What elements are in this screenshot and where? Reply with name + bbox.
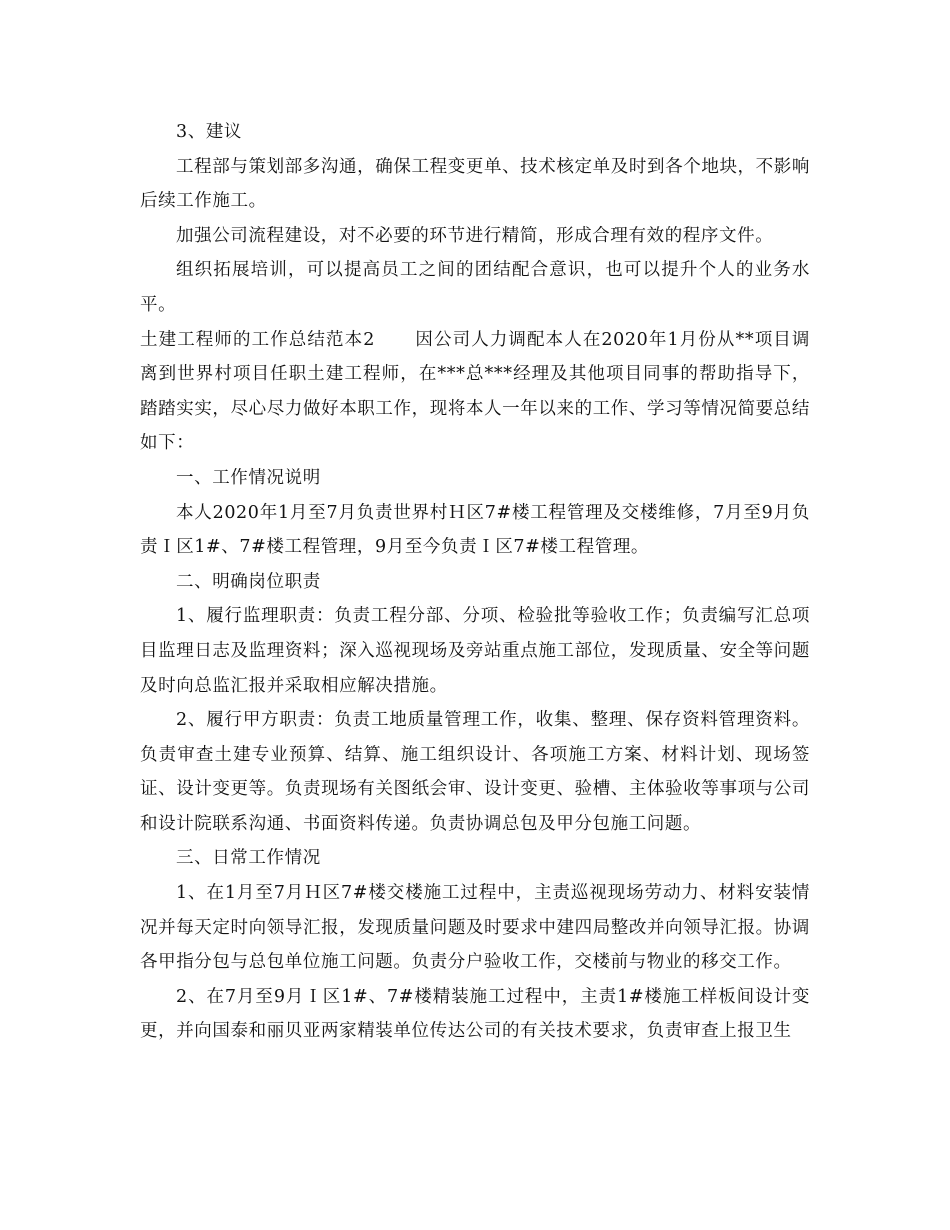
paragraph: 1、在1月至7月Ｈ区7#楼交楼施工过程中，主责巡视现场劳动力、材料安装情况并每天定时向领导汇报，发现质量问题及时要求中建四局整改并向领导汇报。协调各甲指分包与总包单位施工问题。负责分户验收工作，交楼前与物业的移交工作。 (140, 883, 810, 973)
paragraph-text: 因公司人力调配本人在2020年1月份从**项目调离到世界村项目任职土建工程师，在***总***经理及其他项目同事的帮助指导下，踏踏实实，尽心尽力做好本职工作，现将本人一年以来的工作、学习等情况简要总结如下： (140, 329, 810, 454)
paragraph: 3、建议 (176, 122, 243, 142)
section-heading: 一、工作情况说明 (176, 467, 321, 488)
paragraph: 工程部与策划部多沟通，确保工程变更单、技术核定单及时到各个地块，不影响后续工作施工。 (140, 156, 810, 212)
section-heading: 二、明确岗位职责 (176, 571, 321, 592)
paragraph: 本人2020年1月至7月负责世界村Ｈ区7#楼工程管理及交楼维修，7月至9月负责Ｉ区1#、7#楼工程管理，9月至今负责Ｉ区7#楼工程管理。 (140, 502, 810, 558)
paragraph: 2、在7月至9月Ｉ区1#、7#楼精装施工过程中，主责1#楼施工样板间设计变更，并向国泰和丽贝亚两家精装单位传达公司的有关技术要求，负责审查上报卫生 (140, 986, 810, 1042)
paragraph: 1、履行监理职责：负责工程分部、分项、检验批等验收工作；负责编写汇总项目监理日志及监理资料；深入巡视现场及旁站重点施工部位，发现质量、安全等问题及时向总监汇报并采取相应解决措施。 (140, 606, 810, 696)
paragraph: 组织拓展培训，可以提高员工之间的团结配合意识，也可以提升个人的业务水平。 (140, 260, 810, 315)
paragraph: 2、履行甲方职责：负责工地质量管理工作，收集、整理、保存资料管理资料。负责审查土建专业预算、结算、施工组织设计、各项施工方案、材料计划、现场签证、设计变更等。负责现场有关图纸会审、设计变更、验槽、主体验收等事项与公司和设计院联系沟通、书面资料传递。负责协调总包及甲分包施工问题。 (140, 710, 810, 834)
paragraph: 加强公司流程建设，对不必要的环节进行精简，形成合理有效的程序文件。 (176, 225, 774, 246)
document-body (140, 115, 810, 1049)
section-title: 土建工程师的工作总结范本2 (140, 329, 375, 350)
section-heading: 三、日常工作情况 (176, 848, 321, 869)
paragraph-with-title (140, 323, 810, 461)
